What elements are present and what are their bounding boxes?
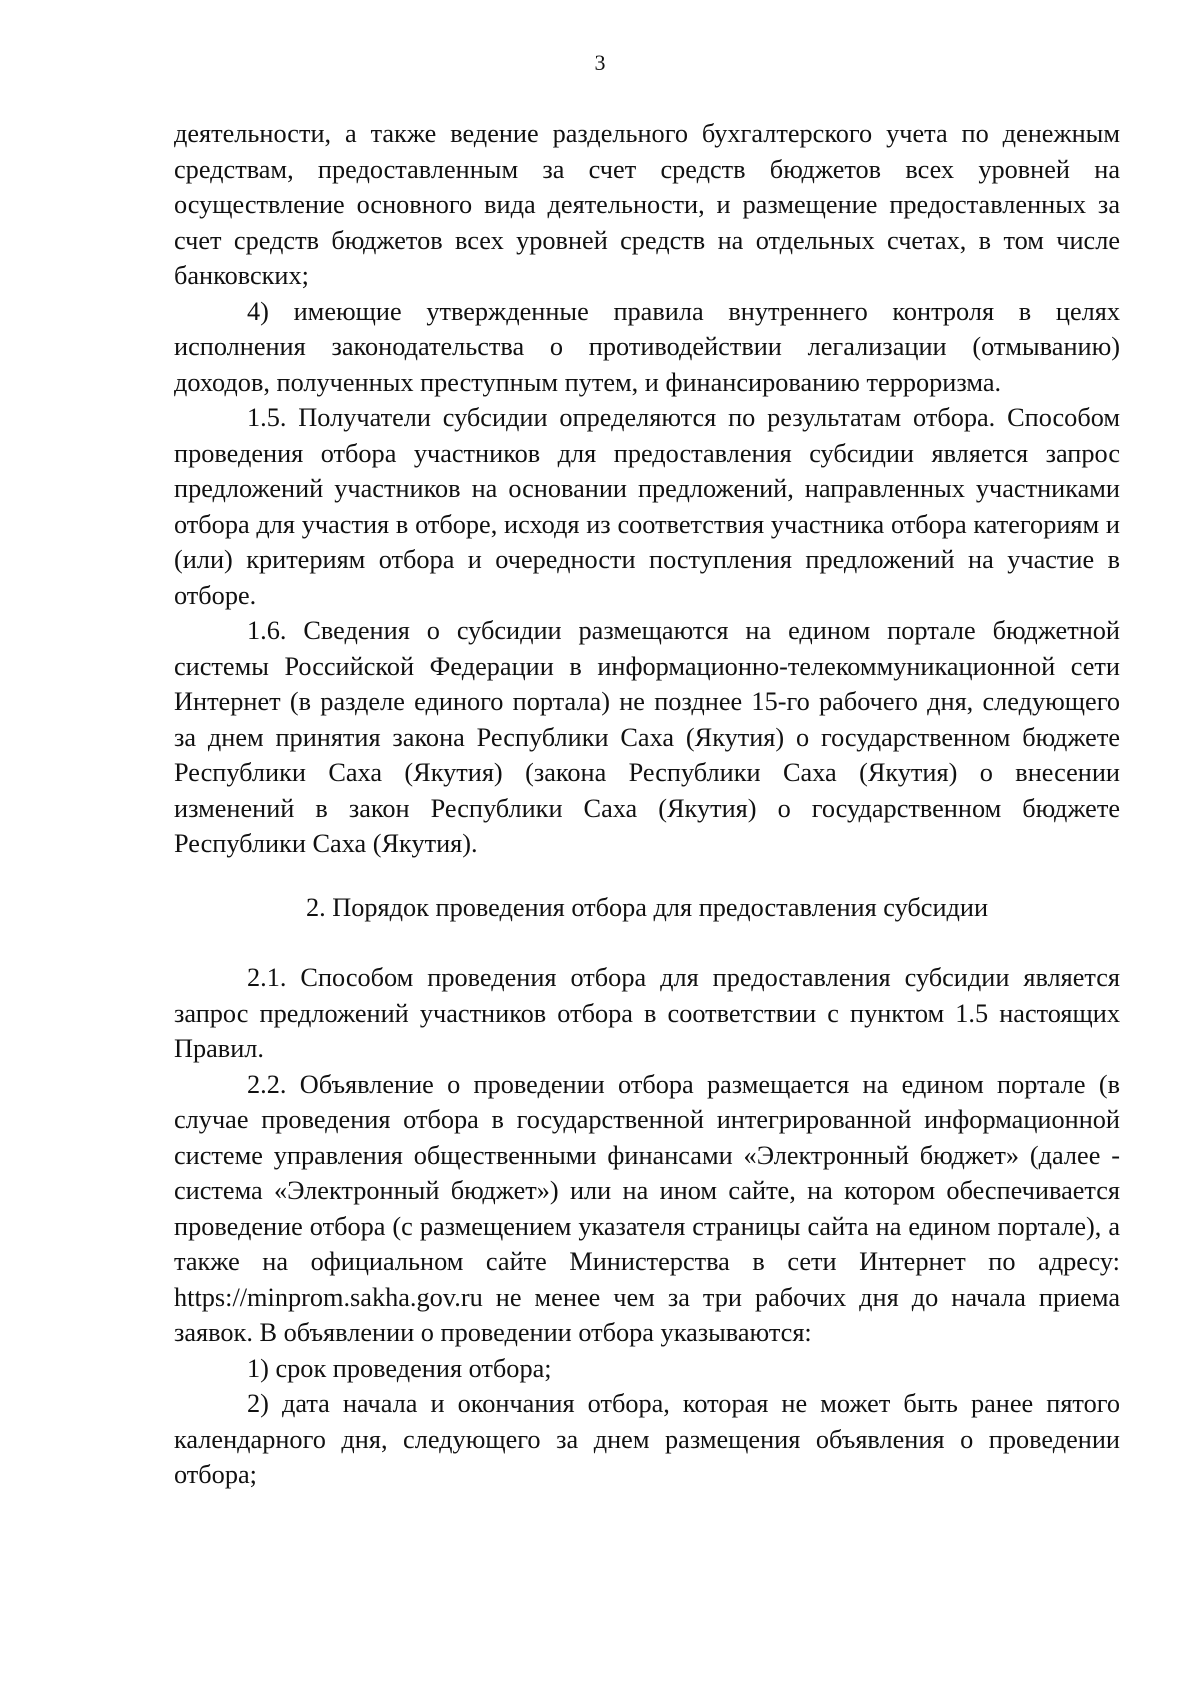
paragraph-2-1: 2.1. Способом проведения отбора для предоставления субсидии является запрос предложений участников отбора в соответствии с пунктом 1.5 настоящих Правил. (174, 963, 1120, 1063)
document-body (174, 116, 1120, 1493)
list-item-1: 1) срок проведения отбора; (247, 1353, 552, 1383)
list-item-2: 2) дата начала и окончания отбора, которая не может быть ранее пятого календарного дня, следующего за днем размещения объявления о проведении отбора; (174, 1389, 1120, 1489)
paragraph-1-5: 1.5. Получатели субсидии определяются по результатам отбора. Способом проведения отбора участников для предоставления субсидии является запрос предложений участников на основании предложений, направленных участниками отбора для участия в отборе, исходя из соответствия участника отбора категориям и (или) критериям отбора и очередности поступления предложений на участие в отборе. (174, 403, 1120, 610)
paragraph-continuation: деятельности, а также ведение раздельного бухгалтерского учета по денежным средствам, предоставленным за счет средств бюджетов всех уровней на осуществление основного вида деятельности, и размещение предоставленных за счет средств бюджетов всех уровней средств на отдельных счетах, в том числе банковских; (174, 119, 1120, 290)
paragraph-item-4: 4) имеющие утвержденные правила внутреннего контроля в целях исполнения законодательства о противодействии легализации (отмыванию) доходов, полученных преступным путем, и финансированию терроризма. (174, 296, 1120, 397)
section-heading: 2. Порядок проведения отбора для предоставления субсидии (305, 892, 989, 922)
page-number: 3 (594, 50, 606, 75)
paragraph-1-6: 1.6. Сведения о субсидии размещаются на едином портале бюджетной системы Российской Федерации в информационно-телекоммуникационной сети Интернет (в разделе единого портала) не позднее 15-го рабочего дня, следующего за днем принятия закона Республики Саха (Якутия) о государственном бюджете Республики Саха (Якутия) (закона Республики Саха (Якутия) о внесении изменений в закон Республики Саха (Якутия) о государственном бюджете Республики Саха (Якутия). (174, 616, 1120, 858)
paragraph-2-2: 2.2. Объявление о проведении отбора размещается на едином портале (в случае проведения отбора в государственной интегрированной информационной системе управления общественными финансами «Электронный бюджет» (далее - система «Электронный бюджет») или на ином сайте, на котором обеспечивается проведение отбора (с размещением указателя страницы сайта на едином портале), а также на официальном сайте Министерства в сети Интернет по адресу: https://minprom.sakha.gov.ru не менее чем за три рабочих дня до начала приема заявок. В объявлении о проведении отбора указываются: (174, 1069, 1120, 1347)
